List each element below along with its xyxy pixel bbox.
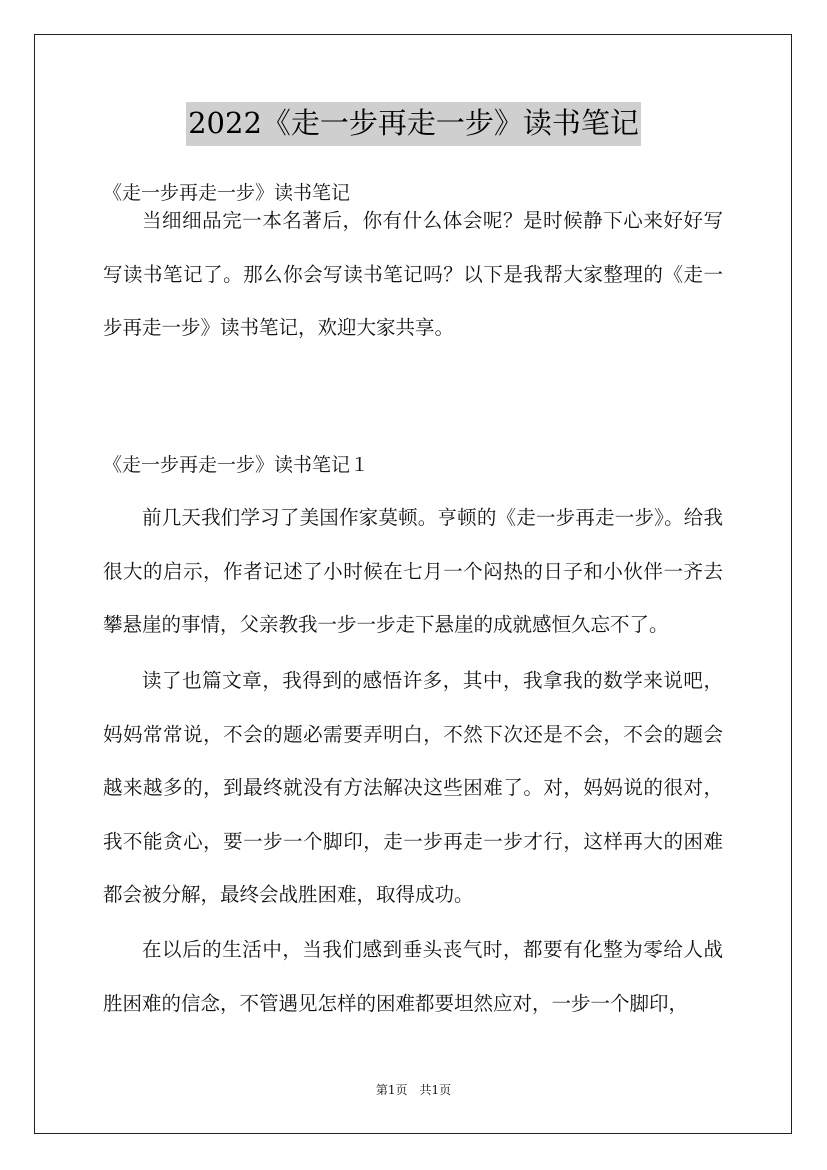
section1-heading: 《走一步再走一步》读书笔记１ bbox=[103, 454, 370, 476]
intro-heading: 《走一步再走一步》读书笔记 bbox=[103, 182, 351, 204]
body-paragraph-1: 前几天我们学习了美国作家莫顿。亨顿的《走一步再走一步》。给我很大的启示，作者记述了小时候在七月一个闷热的日子和小伙伴一齐去攀悬崖的事情，父亲教我一步一步走下悬崖的成就感恒久忘不了。 bbox=[103, 506, 723, 636]
title-container bbox=[0, 102, 827, 146]
body-paragraph-2: 读了也篇文章，我得到的感悟许多，其中，我拿我的数学来说吧，妈妈常常说，不会的题必需要弄明白，不然下次还是不会，不会的题会越来越多的，到最终就没有方法解决这些困难了。对，妈妈说的很对，我不能贪心，要一步一个脚印，走一步再走一步才行，这样再大的困难都会被分解，最终会战胜困难，取得成功。 bbox=[103, 669, 723, 906]
page-footer: 第1页 共1页 bbox=[375, 1083, 452, 1097]
body-paragraph-3: 在以后的生活中，当我们感到垂头丧气时，都要有化整为零给人战胜困难的信念，不管遇见怎样的困难都要坦然应对，一步一个脚印， bbox=[103, 938, 723, 1015]
intro-paragraph: 当细细品完一本名著后，你有什么体会呢？是时候静下心来好好写写读书笔记了。那么你会写读书笔记吗？以下是我帮大家整理的《走一步再走一步》读书笔记，欢迎大家共享。 bbox=[103, 209, 723, 339]
document-title: 2022《走一步再走一步》读书笔记 bbox=[186, 102, 641, 146]
